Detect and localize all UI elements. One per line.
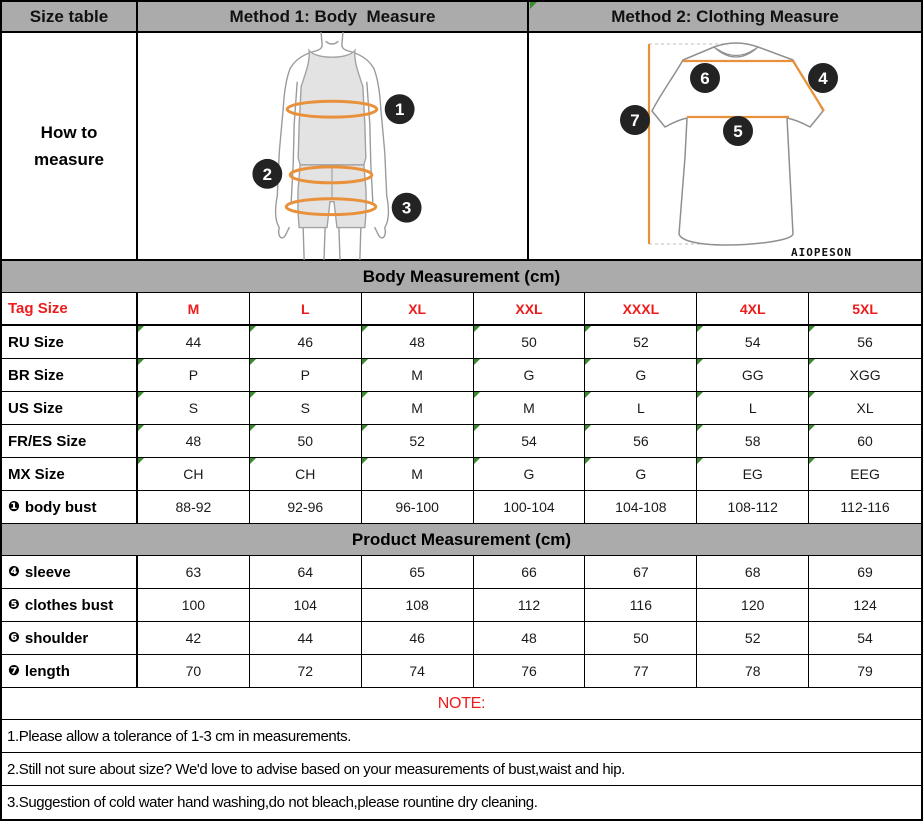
numbered-marker-icon: ❹ <box>8 564 20 580</box>
svg-text:3: 3 <box>401 198 412 218</box>
row-label-text: length <box>24 662 70 680</box>
table-cell: 108 <box>362 589 474 622</box>
table-cell: 104-108 <box>585 491 697 524</box>
method2-header: Method 2: Clothing Measure <box>529 2 921 33</box>
table-cell: 44 <box>138 326 250 359</box>
table-cell: 50 <box>250 425 362 458</box>
svg-text:7: 7 <box>630 111 640 130</box>
row-label <box>2 491 138 524</box>
row-label <box>2 458 138 491</box>
table-cell: 112 <box>474 589 586 622</box>
table-cell: M <box>362 392 474 425</box>
row-label <box>2 392 138 425</box>
table-cell: M <box>362 359 474 392</box>
numbered-marker-icon: ❼ <box>8 663 20 679</box>
numbered-marker-icon: ❶ <box>8 499 20 515</box>
body-measurement-table <box>2 261 921 524</box>
table-cell: 67 <box>585 556 697 589</box>
table-cell: CH <box>250 458 362 491</box>
table-cell: S <box>250 392 362 425</box>
row-label <box>2 359 138 392</box>
svg-text:5: 5 <box>733 122 743 141</box>
table-cell: 78 <box>697 655 809 688</box>
table-cell: 68 <box>697 556 809 589</box>
table-cell: M <box>474 392 586 425</box>
svg-text:4: 4 <box>818 69 828 88</box>
table-cell: G <box>474 458 586 491</box>
table-cell: 120 <box>697 589 809 622</box>
row-label-text: body bust <box>24 498 97 516</box>
row-label <box>2 655 138 688</box>
table-cell: 56 <box>585 425 697 458</box>
row-label <box>2 589 138 622</box>
table-cell: 50 <box>585 622 697 655</box>
table-cell: 54 <box>809 622 921 655</box>
table-cell: CH <box>138 458 250 491</box>
table-cell: EG <box>697 458 809 491</box>
table-cell: 64 <box>250 556 362 589</box>
table-cell: GG <box>697 359 809 392</box>
row-label <box>2 622 138 655</box>
table-cell: 44 <box>250 622 362 655</box>
method1-header: Method 1: Body Measure <box>138 2 529 33</box>
row-label <box>2 556 138 589</box>
row-label <box>2 326 138 359</box>
table-cell: 76 <box>474 655 586 688</box>
tag-size-cell: M <box>138 293 250 326</box>
row-label <box>2 425 138 458</box>
table-cell: P <box>250 359 362 392</box>
tag-size-cell: XL <box>362 293 474 326</box>
table-cell: 63 <box>138 556 250 589</box>
body-figure-illustration <box>138 32 527 260</box>
row-label-text: MX Size <box>8 465 65 483</box>
table-cell: 56 <box>809 326 921 359</box>
note-title: NOTE: <box>2 688 921 720</box>
body-measurement-title: Body Measurement (cm) <box>2 261 921 293</box>
table-cell: 72 <box>250 655 362 688</box>
table-cell: 104 <box>250 589 362 622</box>
table-cell: 42 <box>138 622 250 655</box>
table-cell: 124 <box>809 589 921 622</box>
body-measure-diagram <box>138 33 529 261</box>
how-to-measure-label: How to measure <box>2 33 138 261</box>
table-cell: G <box>585 458 697 491</box>
table-cell: 92-96 <box>250 491 362 524</box>
numbered-marker-icon: ❻ <box>8 630 20 646</box>
table-cell: 74 <box>362 655 474 688</box>
table-cell: 52 <box>585 326 697 359</box>
table-cell: 66 <box>474 556 586 589</box>
table-cell: XGG <box>809 359 921 392</box>
table-cell: 52 <box>362 425 474 458</box>
notes-section <box>2 688 921 819</box>
table-cell: 108-112 <box>697 491 809 524</box>
table-cell: S <box>138 392 250 425</box>
table-cell: L <box>585 392 697 425</box>
table-cell: 100-104 <box>474 491 586 524</box>
table-cell: 50 <box>474 326 586 359</box>
table-cell: G <box>585 359 697 392</box>
table-cell: 54 <box>697 326 809 359</box>
table-cell: XL <box>809 392 921 425</box>
tag-size-cell: 4XL <box>697 293 809 326</box>
table-cell: 58 <box>697 425 809 458</box>
note-item-3: 3.Suggestion of cold water hand washing,do not bleach,please rountine dry cleaning. <box>7 794 538 811</box>
table-cell: 65 <box>362 556 474 589</box>
tag-size-cell: XXXL <box>585 293 697 326</box>
table-cell: 96-100 <box>362 491 474 524</box>
clothing-measure-diagram <box>529 33 921 261</box>
table-cell: 88-92 <box>138 491 250 524</box>
tag-size-cell: L <box>250 293 362 326</box>
cell-flag-icon <box>530 2 537 9</box>
table-cell: 116 <box>585 589 697 622</box>
row-label-text: sleeve <box>24 563 71 581</box>
table-cell: EEG <box>809 458 921 491</box>
table-cell: L <box>697 392 809 425</box>
top-section <box>2 2 921 261</box>
table-cell: 46 <box>362 622 474 655</box>
tag-size-cell: 5XL <box>809 293 921 326</box>
size-table-header: Size table <box>2 2 138 33</box>
product-measurement-title: Product Measurement (cm) <box>2 524 921 556</box>
tag-size-cell: XXL <box>474 293 586 326</box>
table-cell: 70 <box>138 655 250 688</box>
row-label-text: FR/ES Size <box>8 432 87 450</box>
svg-text:6: 6 <box>700 69 710 88</box>
table-cell: 112-116 <box>809 491 921 524</box>
table-cell: 52 <box>697 622 809 655</box>
row-label-text: US Size <box>8 399 64 417</box>
svg-text:1: 1 <box>394 100 405 120</box>
table-cell: G <box>474 359 586 392</box>
product-measurement-table <box>2 524 921 688</box>
table-cell: 100 <box>138 589 250 622</box>
row-label-text: BR Size <box>8 366 64 384</box>
svg-text:2: 2 <box>262 164 273 184</box>
brand-label: AIOPESON <box>791 246 852 259</box>
table-cell: P <box>138 359 250 392</box>
table-cell: 79 <box>809 655 921 688</box>
note-item-1: 1.Please allow a tolerance of 1-3 cm in measurements. <box>2 720 921 753</box>
table-cell: 46 <box>250 326 362 359</box>
tag-size-label: Tag Size <box>2 293 138 326</box>
table-cell: 48 <box>362 326 474 359</box>
table-cell: 60 <box>809 425 921 458</box>
table-cell: 77 <box>585 655 697 688</box>
table-cell: 48 <box>138 425 250 458</box>
table-cell: 69 <box>809 556 921 589</box>
row-label-text: shoulder <box>24 629 89 647</box>
note-item-2: 2.Still not sure about size? We'd love to advise based on your measurements of bust,waist and hip. <box>2 753 921 786</box>
table-cell: 48 <box>474 622 586 655</box>
tshirt-illustration <box>529 32 921 260</box>
row-label-text: clothes bust <box>24 596 114 614</box>
table-cell: M <box>362 458 474 491</box>
table-cell: 54 <box>474 425 586 458</box>
numbered-marker-icon: ❺ <box>8 597 20 613</box>
row-label-text: RU Size <box>8 333 64 351</box>
